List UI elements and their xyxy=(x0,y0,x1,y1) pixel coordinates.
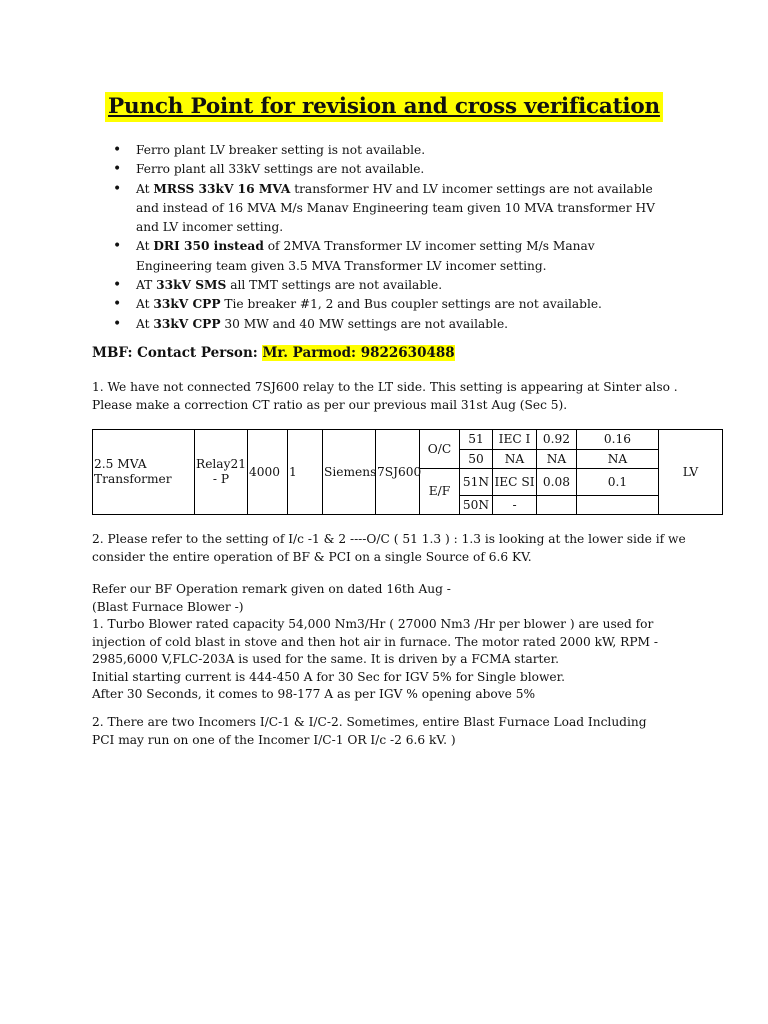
ct-cell: 4000 xyxy=(248,430,288,515)
bullet-item xyxy=(113,141,673,160)
bullet-text: AT xyxy=(136,278,157,293)
table-cell: 0.08 xyxy=(537,469,577,496)
page-title: Punch Point for revision and cross verification xyxy=(105,92,663,122)
secondary-cell: 1 xyxy=(288,430,323,515)
paragraph-line: 2. Please refer to the setting of I/c -1 & 2 ----O/C ( 51 1.3 ) : 1.3 is looking at the lower side if we xyxy=(92,532,686,546)
bullet-item xyxy=(113,315,673,334)
table-cell: NA xyxy=(537,450,577,469)
table-cell: 0.1 xyxy=(577,469,659,496)
bullet-dot-icon: • xyxy=(113,161,122,178)
bullet-text: transformer HV and LV incomer settings are not available and instead of 16 MVA M/s Manav Engineering team given 10 MVA transformer HV and LV incomer setting. xyxy=(136,181,655,235)
bullet-item xyxy=(113,180,673,238)
table-cell: NA xyxy=(493,450,537,469)
equipment-line: 2.5 MVA xyxy=(94,457,147,471)
bullet-dot-icon: • xyxy=(113,142,122,158)
paragraph-incomers xyxy=(92,714,712,749)
equipment-cell xyxy=(93,430,195,515)
bullet-text: all TMT settings are not available. xyxy=(226,278,443,293)
table-cell: 0.92 xyxy=(537,430,577,450)
table-cell xyxy=(577,496,659,515)
table-cell: - xyxy=(493,496,537,515)
bullet-item xyxy=(113,295,673,314)
paragraph-line: 1. We have not connected 7SJ600 relay to the LT side. This setting is appearing at Sinter also . xyxy=(92,380,678,394)
contact-line xyxy=(92,345,455,361)
bullet-text: Ferro plant all 33kV settings are not available. xyxy=(136,162,425,177)
bullet-text: At xyxy=(136,181,154,196)
bullet-bold-text: 33kV SMS xyxy=(156,278,227,293)
model-cell: 7SJ600 xyxy=(376,430,420,515)
bullet-item xyxy=(113,237,673,276)
bullet-dot-icon: • xyxy=(113,277,122,294)
relay-line: Relay21 xyxy=(196,457,246,471)
bullet-text: 30 MW and 40 MW settings are not available. xyxy=(220,316,509,331)
bullet-dot-icon: • xyxy=(113,315,122,332)
bullet-dot-icon: • xyxy=(113,238,122,255)
paragraph-relay-note xyxy=(92,379,712,414)
paragraph-line: Please make a correction CT ratio as per our previous mail 31st Aug (Sec 5). xyxy=(92,397,568,412)
paragraph-line: After 30 Seconds, it comes to 98-177 A as per IGV % opening above 5% xyxy=(92,687,536,701)
paragraph-line: consider the entire operation of BF & PCI on a single Source of 6.6 KV. xyxy=(92,549,532,564)
bullet-bold-text: 33kV CPP xyxy=(153,297,221,312)
paragraph-line: Refer our BF Operation remark given on dated 16th Aug - xyxy=(92,582,451,596)
bullet-text: At xyxy=(136,297,154,312)
bullet-text: Ferro plant LV breaker setting is not available. xyxy=(136,143,426,157)
bullet-text: At xyxy=(136,316,154,331)
table-cell: NA xyxy=(577,450,659,469)
make-cell: Siemens xyxy=(323,430,376,515)
paragraph-line: 2985,6000 V,FLC-203A is used for the same. It is driven by a FCMA starter. xyxy=(92,652,560,666)
oc-label-cell: O/C xyxy=(420,430,460,469)
table-cell: 51 xyxy=(460,430,493,450)
bullet-item xyxy=(113,160,673,179)
bullet-bold-text: 33kV CPP xyxy=(153,316,221,331)
table-cell: 51N xyxy=(460,469,493,496)
table-cell: 50N xyxy=(460,496,493,515)
table-cell: 50 xyxy=(460,450,493,469)
paragraph-line: injection of cold blast in stove and then hot air in furnace. The motor rated 2000 kW, RPM - xyxy=(92,634,658,649)
contact-label: MBF: Contact Person: xyxy=(92,345,263,361)
relay-cell xyxy=(195,430,248,515)
relay-line: - P xyxy=(212,472,230,486)
bullet-text: Tie breaker #1, 2 and Bus coupler settings are not available. xyxy=(220,297,602,312)
table-cell xyxy=(537,496,577,515)
table-cell: 0.16 xyxy=(577,430,659,450)
paragraph-line: Initial starting current is 444-450 A for 30 Sec for IGV 5% for Single blower. xyxy=(92,669,565,684)
paragraph-incomer-setting xyxy=(92,531,712,566)
bullet-item xyxy=(113,276,673,295)
bullet-text: At xyxy=(136,239,154,254)
bullet-bold-text: MRSS 33kV 16 MVA xyxy=(153,181,291,196)
bullet-bold-text: DRI 350 instead xyxy=(153,239,264,254)
bullet-text: of 2MVA Transformer LV incomer setting M/s Manav Engineering team given 3.5 MVA Transformer LV incomer setting. xyxy=(136,239,595,273)
contact-person-highlight: Mr. Parmod: 9822630488 xyxy=(262,345,455,361)
paragraph-line: (Blast Furnace Blower -) xyxy=(92,599,244,614)
lv-cell: LV xyxy=(659,430,723,515)
table-cell: IEC I xyxy=(493,430,537,450)
relay-settings-table xyxy=(92,429,723,515)
ef-label-cell: E/F xyxy=(420,469,460,515)
paragraph-line: 1. Turbo Blower rated capacity 54,000 Nm3/Hr ( 27000 Nm3 /Hr per blower ) are used for xyxy=(92,617,654,631)
paragraph-line: 2. There are two Incomers I/C-1 & I/C-2. Sometimes, entire Blast Furnace Load Including xyxy=(92,715,647,729)
table-cell: IEC SI xyxy=(493,469,537,496)
punch-point-list xyxy=(113,141,673,334)
equipment-line: Transformer xyxy=(94,472,172,486)
title-container xyxy=(0,92,768,122)
paragraph-bf-operation xyxy=(92,581,712,704)
bullet-dot-icon: • xyxy=(113,296,122,313)
paragraph-line: PCI may run on one of the Incomer I/C-1 OR I/c -2 6.6 kV. ) xyxy=(92,732,456,747)
bullet-dot-icon: • xyxy=(113,180,122,197)
